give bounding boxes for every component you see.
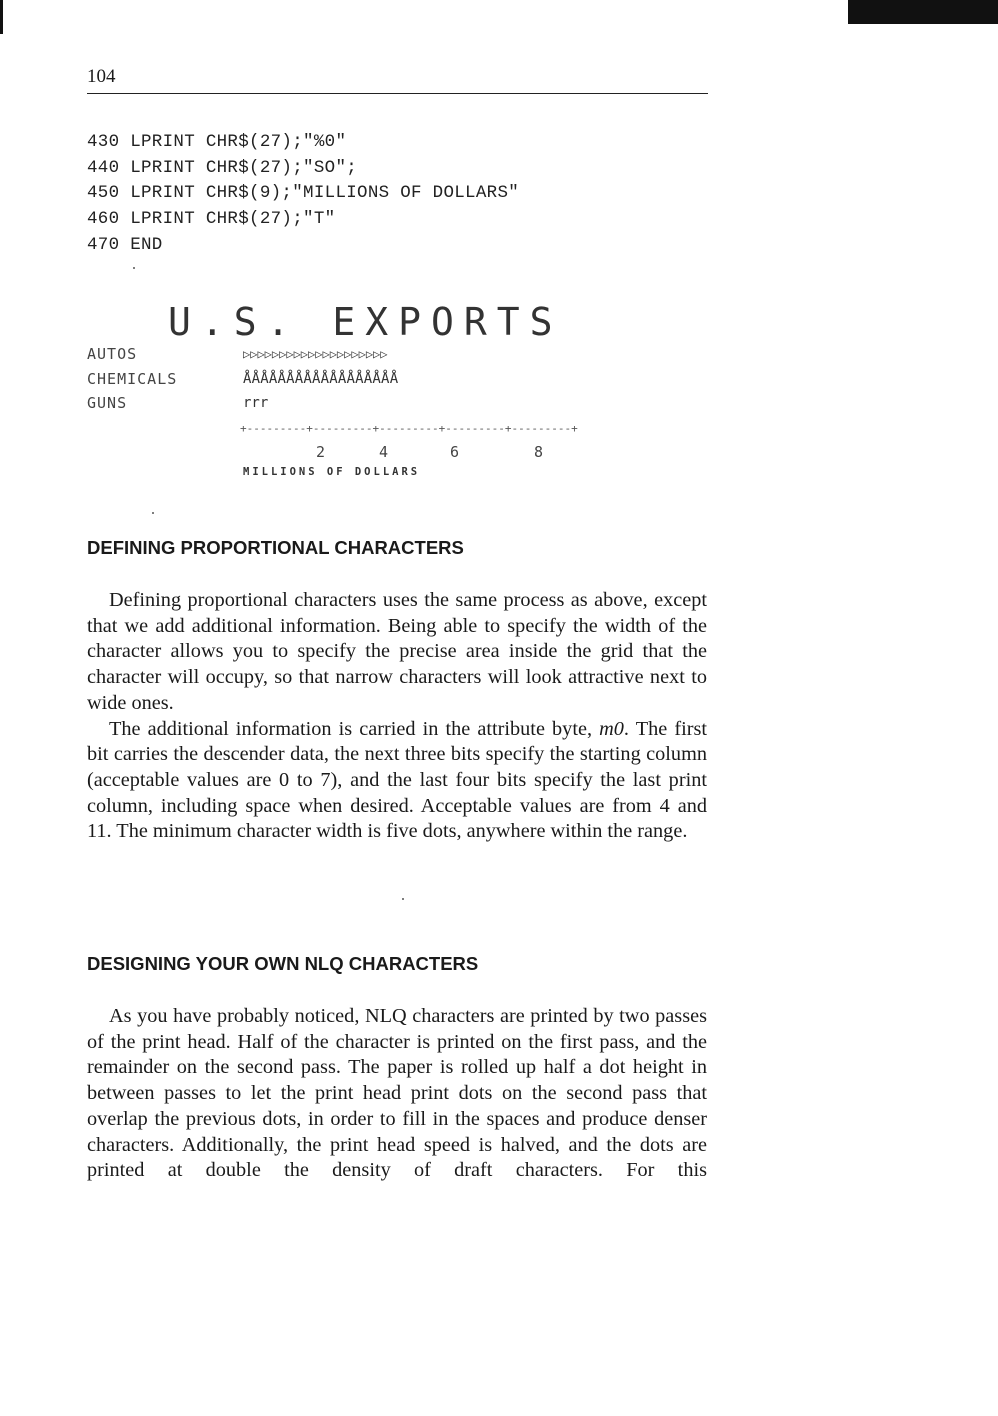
attribute-byte-term: m0 — [599, 717, 624, 740]
chart-x-axis: +---------+---------+---------+---------+---------+ — [240, 422, 578, 435]
chart-tick-label: 8 — [534, 443, 544, 461]
code-listing — [87, 130, 519, 259]
chart-category-label: GUNS — [87, 394, 128, 412]
chart-title: U.S. EXPORTS — [168, 300, 563, 344]
code-line: 430 LPRINT CHR$(27);"%0" — [87, 132, 347, 152]
code-line: 450 LPRINT CHR$(9);"MILLIONS OF DOLLARS" — [87, 183, 520, 204]
paragraph-text: The additional information is carried in the attribute byte, — [109, 717, 600, 740]
chart-bar-guns: rrr — [243, 395, 269, 411]
header-rule — [87, 93, 708, 94]
section-body — [87, 588, 707, 845]
chart-x-axis-label: MILLIONS OF DOLLARS — [243, 466, 421, 478]
paragraph — [87, 717, 707, 846]
chart-bar-chemicals: ÅÅÅÅÅÅÅÅÅÅÅÅÅÅÅÅÅÅ — [243, 371, 399, 387]
stray-dot — [152, 512, 154, 514]
section-body — [87, 1004, 707, 1184]
section-heading: DEFINING PROPORTIONAL CHARACTERS — [87, 537, 464, 558]
paragraph: As you have probably noticed, NLQ characters are printed by two passes of the print head. Half of the character is printed on the first pass, and the remainder on the second pass. The paper is rolled up half a dot height in between passes to let the print head print dots on the second pass that overlap the previous dots, in order to fill in the spaces and produce denser characters. Additionally, the print head speed is halved, and the dots are printed at double the density of draft characters. For this — [87, 1005, 707, 1182]
page-number: 104 — [87, 66, 116, 87]
chart-tick-label: 6 — [450, 443, 460, 461]
paragraph-text: . The first bit carries the descender data, the next three bits specify the starting column (acceptable values are 0 to 7), and the last four bits specify the last print column, including space when desired. Acceptable values are from 4 and 11. The minimum character width is five dots, anywhere within the range. — [87, 717, 707, 843]
code-line: 470 END — [87, 234, 163, 255]
chart-tick-label: 4 — [379, 443, 389, 461]
chart-category-label: CHEMICALS — [87, 370, 178, 388]
paragraph: Defining proportional characters uses the same process as above, except that we add additional information. Being able to specify the width of the character allows you to specify the precise area inside the grid that the character will occupy, so that narrow characters will look attractive next to wide ones. — [87, 589, 707, 714]
code-line: 440 LPRINT CHR$(27);"SO"; — [87, 157, 358, 178]
chart-bar-autos: ▷▷▷▷▷▷▷▷▷▷▷▷▷▷▷▷▷▷▷▷ — [243, 347, 388, 361]
scan-edge-tick — [0, 0, 3, 34]
stray-dot — [133, 267, 135, 269]
stray-dot — [402, 898, 404, 900]
chart-category-label: AUTOS — [87, 345, 138, 363]
section-heading: DESIGNING YOUR OWN NLQ CHARACTERS — [87, 953, 479, 974]
code-line: 460 LPRINT CHR$(27);"T" — [87, 209, 336, 230]
scan-edge-bar — [848, 0, 998, 24]
chart-tick-label: 2 — [316, 443, 326, 461]
